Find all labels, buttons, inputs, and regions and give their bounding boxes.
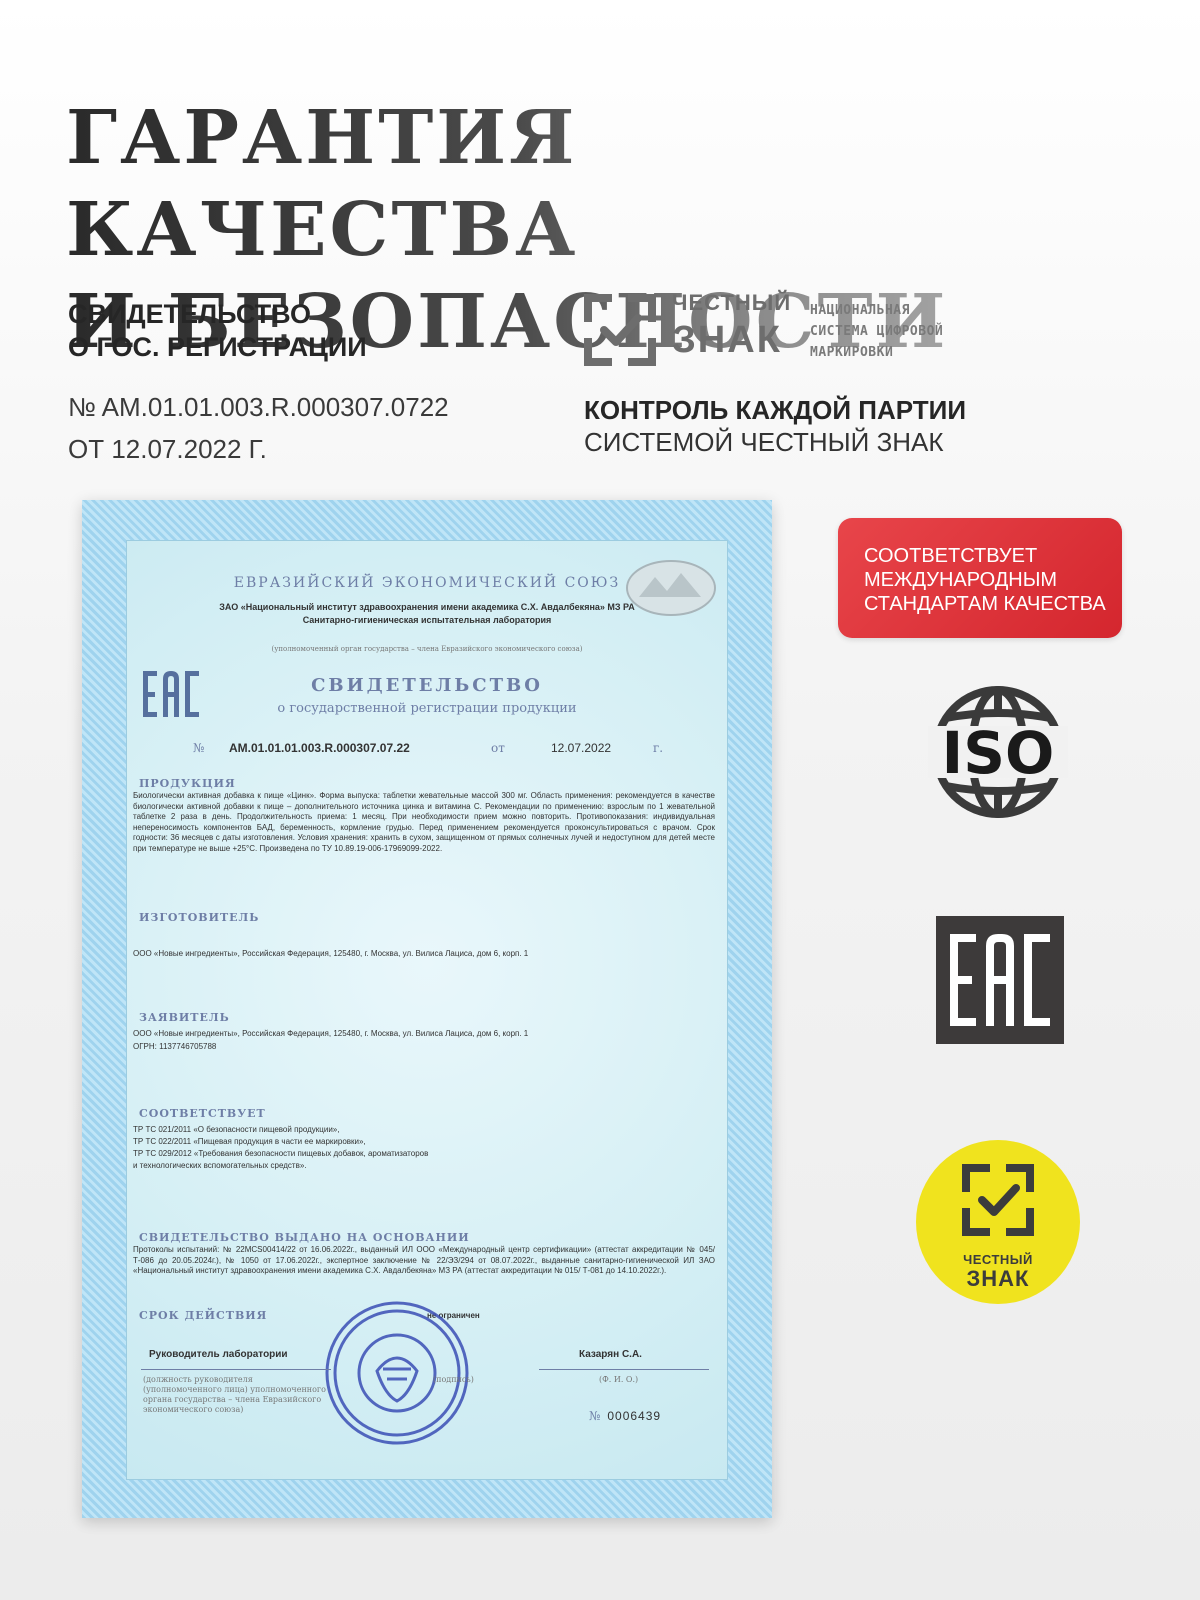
cert-basis-text: Протоколы испытаний: № 22MCS00414/22 от 16.06.2022г., выданный ИЛ ООО «Международный центр сертификации» (аттестат аккредитации № 045/Т-086 до 20.05.2024г.), № 1050 от 17.06.2022г., экспертное заключение № 22/ЭЗ/294 от 08.07.2022г., выданные санитарно-гигиенической ИЛ ЗАО «Национальный институт здравоохранения имени академика С.Х. Авдалбекяна» МЗ РА (аттестат аккредитации № 015/ Т-081 до 14.10.2022г.). — [133, 1245, 715, 1276]
cert-conforms-1: ТР ТС 021/2011 «О безопасности пищевой продукции», — [133, 1125, 340, 1134]
chestny-znak-tagline — [810, 300, 943, 363]
cert-product-text: Биологически активная добавка к пище «Цинк». Форма выпуска: таблетки жевательные массой 300 мг. Область применения: рекомендуется в качестве биологически активной добавки к пище – дополнительного источника цинка и витамина С. Рекомендации по применению: взрослым по 1 жевательной таблетке 2 раза в день. Продолжительность приема: 1 месяц. При необходимости прием можно повторить. Противопоказания: индивидуальная непереносимость компонентов БАД, беременность, кормление грудью. Перед применением рекомендуется проконсультироваться с врачом. Срок годности: 36 месяцев с даты изготовления. Условия хранения: хранить в сухом, защищенном от прямых солнечных лучей и недоступном для детей месте при температуре не выше +25°С. Произведена по ТУ 10.89.19-006-17969099-2022. — [133, 791, 715, 853]
cert-from-label: от — [491, 741, 505, 755]
cert-sign-caption: (подпись) — [433, 1375, 474, 1384]
chestny-znak-badge-word-2: ЗНАК — [966, 1266, 1030, 1291]
cert-conforms-heading: СООТВЕТСТВУЕТ — [139, 1107, 266, 1120]
cert-fio-caption: (Ф. И. О.) — [599, 1375, 639, 1384]
cert-date: 12.07.2022 — [551, 741, 612, 755]
headline-line-1: ГАРАНТИЯ КАЧЕСТВА — [66, 95, 579, 273]
cert-serial — [589, 1409, 662, 1423]
cert-applicant-text: ООО «Новые ингредиенты», Российская Федерация, 125480, г. Москва, ул. Вилиса Лациса, дом 6, корп. 1 — [133, 1029, 529, 1038]
registration-title-line-2: О ГОС. РЕГИСТРАЦИИ — [68, 332, 367, 362]
cert-signature-line-right — [539, 1369, 709, 1370]
cert-conforms-4: и технологических вспомогательных средств». — [133, 1161, 307, 1170]
batch-control-text — [584, 394, 966, 458]
chestny-znak-word-1: ЧЕСТНЫЙ — [672, 290, 792, 315]
international-standards-text: СООТВЕТСТВУЕТ МЕЖДУНАРОДНЫМ СТАНДАРТАМ КАЧЕСТВА — [864, 545, 1106, 615]
cert-serial-number: 0006439 — [607, 1409, 662, 1423]
chestny-znak-mark-icon — [582, 292, 658, 368]
eac-mark-icon — [936, 916, 1064, 1044]
headline-line-2: И БЕЗОПАСНОСТИ — [66, 279, 949, 365]
chestny-znak-badge — [916, 1140, 1080, 1304]
cert-validity-value: не ограничен — [427, 1311, 480, 1320]
cert-position-caption: (должность руководителя (уполномоченного лица) уполномоченного органа государства – члена Евразийского экономического союза) — [143, 1375, 326, 1414]
tagline-line-3: МАРКИРОВКИ — [810, 345, 894, 360]
iso-globe-icon — [928, 682, 1068, 822]
cert-signature-line-left — [141, 1369, 331, 1370]
cert-head-title: Руководитель лаборатории — [149, 1349, 288, 1360]
cert-union: ЕВРАЗИЙСКИЙ ЭКОНОМИЧЕСКИЙ СОЮЗ — [233, 575, 621, 591]
iso-label: ISO — [941, 719, 1055, 787]
cert-applicant-ogrn: ОГРН: 1137746705788 — [133, 1042, 217, 1051]
cert-authority: (уполномоченный орган государства – члена Евразийского экономического союза) — [271, 645, 583, 653]
chestny-znak-badge-icon — [960, 1162, 1036, 1238]
cert-conforms-3: ТР ТС 029/2012 «Требования безопасности пищевых добавок, ароматизаторов — [133, 1149, 429, 1158]
cert-head-name: Казарян С.А. — [579, 1349, 642, 1360]
tagline-line-2: СИСТЕМА ЦИФРОВОЙ — [810, 324, 944, 339]
registration-certificate — [82, 500, 772, 1518]
cert-product-heading: ПРОДУКЦИЯ — [139, 777, 236, 790]
international-standards-badge — [838, 518, 1122, 638]
cert-lab: Санитарно-гигиеническая испытательная лаборатория — [302, 615, 552, 625]
chestny-znak-badge-word-1: ЧЕСТНЫЙ — [963, 1252, 1033, 1267]
cert-maker-text: ООО «Новые ингредиенты», Российская Федерация, 125480, г. Москва, ул. Вилиса Лациса, дом 6, корп. 1 — [133, 949, 529, 958]
cert-year-suffix: г. — [653, 741, 664, 755]
cert-number-label: № — [193, 741, 205, 755]
cert-applicant-heading: ЗАЯВИТЕЛЬ — [139, 1011, 230, 1024]
chestny-znak-logo — [582, 292, 982, 372]
chestny-znak-word-2: ЗНАК — [672, 319, 782, 361]
batch-control-line-1: КОНТРОЛЬ КАЖДОЙ ПАРТИИ — [584, 395, 967, 425]
certificate-body — [126, 540, 728, 1480]
tagline-line-1: НАЦИОНАЛЬНАЯ — [810, 303, 910, 318]
registration-number-block — [68, 386, 449, 470]
registration-title — [68, 298, 367, 364]
official-seal-icon — [323, 1299, 471, 1447]
cert-subtitle: о государственной регистрации продукции — [277, 701, 577, 716]
cert-institute: ЗАО «Национальный институт здравоохранения имени академика С.Х. Авдалбекяна» МЗ РА — [219, 602, 635, 612]
cert-maker-heading: ИЗГОТОВИТЕЛЬ — [139, 911, 260, 924]
cert-serial-label: № — [589, 1409, 602, 1423]
cert-conforms-2: ТР ТС 022/2011 «Пищевая продукция в части ее маркировки», — [133, 1137, 366, 1146]
cert-basis-heading: СВИДЕТЕЛЬСТВО ВЫДАНО НА ОСНОВАНИИ — [139, 1231, 470, 1244]
cert-validity-heading: СРОК ДЕЙСТВИЯ — [139, 1309, 268, 1322]
registration-date: ОТ 12.07.2022 Г. — [68, 434, 267, 464]
registration-title-line-1: СВИДЕТЕЛЬСТВО — [68, 299, 311, 329]
cert-title: СВИДЕТЕЛЬСТВО — [311, 675, 543, 696]
registration-number: № AM.01.01.003.R.000307.0722 — [68, 392, 449, 422]
cert-number: AM.01.01.01.003.R.000307.07.22 — [229, 741, 410, 755]
batch-control-line-2: СИСТЕМОЙ ЧЕСТНЫЙ ЗНАК — [584, 427, 944, 457]
